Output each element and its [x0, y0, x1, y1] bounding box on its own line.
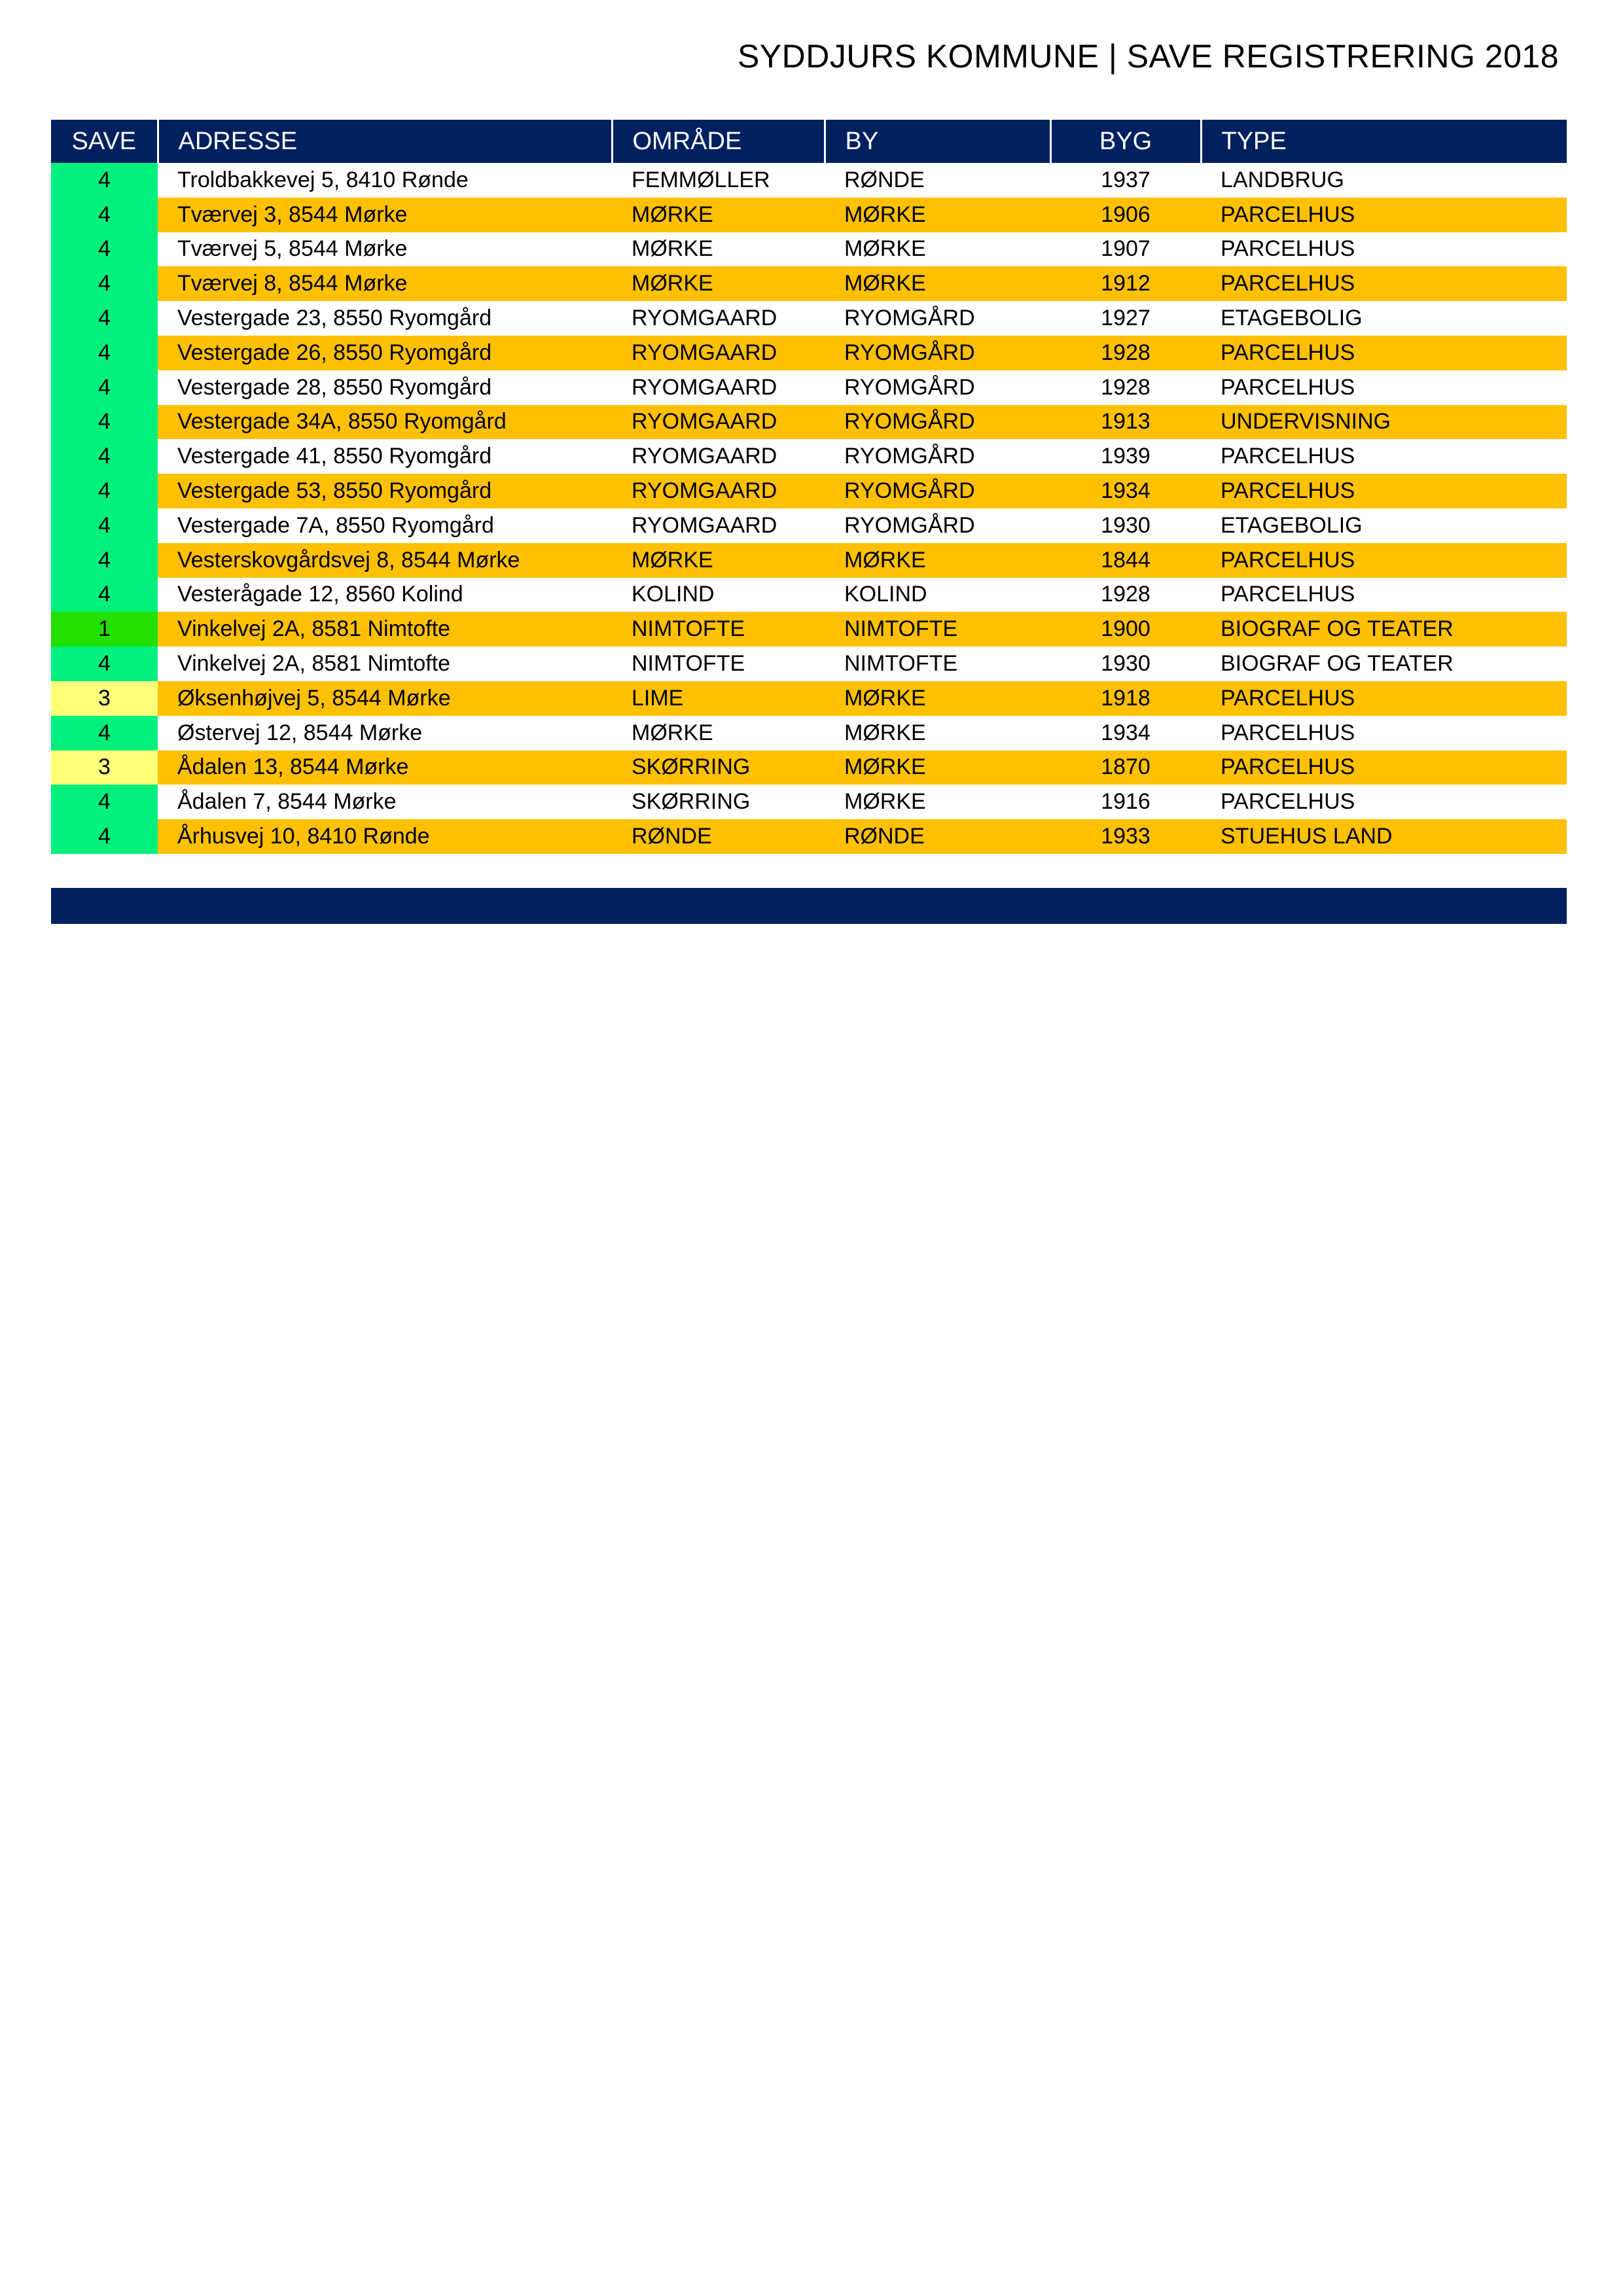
- town-cell: KOLIND: [825, 578, 1050, 612]
- column-header-adresse: ADRESSE: [158, 120, 612, 163]
- table-row: [51, 508, 1567, 543]
- table-row: [51, 474, 1567, 508]
- town-cell: MØRKE: [825, 785, 1050, 819]
- address-cell: Vestergade 23, 8550 Ryomgård: [158, 301, 612, 336]
- column-header-byg: BYG: [1050, 120, 1201, 163]
- build-year-cell: 1912: [1050, 266, 1201, 301]
- building-type-cell: LANDBRUG: [1201, 163, 1567, 198]
- table-row: [51, 266, 1567, 301]
- save-score-cell: 4: [51, 578, 158, 612]
- building-type-cell: PARCELHUS: [1201, 336, 1567, 370]
- address-cell: Østervej 12, 8544 Mørke: [158, 716, 612, 751]
- town-cell: RYOMGÅRD: [825, 474, 1050, 508]
- table-row: [51, 819, 1567, 854]
- town-cell: NIMTOFTE: [825, 612, 1050, 646]
- building-type-cell: UNDERVISNING: [1201, 405, 1567, 440]
- town-cell: RYOMGÅRD: [825, 301, 1050, 336]
- building-type-cell: ETAGEBOLIG: [1201, 508, 1567, 543]
- save-score-cell: 4: [51, 646, 158, 681]
- save-score-cell: 3: [51, 681, 158, 716]
- area-cell: FEMMØLLER: [612, 163, 825, 198]
- building-type-cell: PARCELHUS: [1201, 232, 1567, 267]
- area-cell: RØNDE: [612, 819, 825, 854]
- town-cell: MØRKE: [825, 751, 1050, 785]
- table-row: [51, 578, 1567, 612]
- table-row: [51, 439, 1567, 474]
- build-year-cell: 1934: [1050, 716, 1201, 751]
- build-year-cell: 1930: [1050, 646, 1201, 681]
- build-year-cell: 1916: [1050, 785, 1201, 819]
- building-type-cell: STUEHUS LAND: [1201, 819, 1567, 854]
- area-cell: NIMTOFTE: [612, 612, 825, 646]
- save-score-cell: 4: [51, 198, 158, 232]
- table-row: [51, 716, 1567, 751]
- table-row: [51, 646, 1567, 681]
- save-score-cell: 4: [51, 819, 158, 854]
- save-score-cell: 1: [51, 612, 158, 646]
- build-year-cell: 1937: [1050, 163, 1201, 198]
- address-cell: Vestergade 28, 8550 Ryomgård: [158, 370, 612, 405]
- address-cell: Vinkelvej 2A, 8581 Nimtofte: [158, 612, 612, 646]
- save-score-cell: 4: [51, 370, 158, 405]
- area-cell: SKØRRING: [612, 785, 825, 819]
- building-type-cell: BIOGRAF OG TEATER: [1201, 646, 1567, 681]
- build-year-cell: 1913: [1050, 405, 1201, 440]
- save-score-cell: 4: [51, 336, 158, 370]
- area-cell: NIMTOFTE: [612, 646, 825, 681]
- save-score-cell: 4: [51, 163, 158, 198]
- area-cell: MØRKE: [612, 266, 825, 301]
- address-cell: Vestergade 53, 8550 Ryomgård: [158, 474, 612, 508]
- town-cell: RYOMGÅRD: [825, 439, 1050, 474]
- building-type-cell: ETAGEBOLIG: [1201, 301, 1567, 336]
- table-row: [51, 785, 1567, 819]
- building-type-cell: PARCELHUS: [1201, 370, 1567, 405]
- address-cell: Vestergade 41, 8550 Ryomgård: [158, 439, 612, 474]
- table-row: [51, 301, 1567, 336]
- save-score-cell: 4: [51, 474, 158, 508]
- area-cell: KOLIND: [612, 578, 825, 612]
- table-row: [51, 543, 1567, 578]
- column-header-omraade: OMRÅDE: [612, 120, 825, 163]
- save-score-cell: 3: [51, 751, 158, 785]
- save-score-cell: 4: [51, 785, 158, 819]
- area-cell: RYOMGAARD: [612, 474, 825, 508]
- save-register-table: [51, 120, 1567, 854]
- town-cell: MØRKE: [825, 543, 1050, 578]
- address-cell: Århusvej 10, 8410 Rønde: [158, 819, 612, 854]
- address-cell: Tværvej 3, 8544 Mørke: [158, 198, 612, 232]
- town-cell: MØRKE: [825, 266, 1050, 301]
- town-cell: RØNDE: [825, 163, 1050, 198]
- building-type-cell: PARCELHUS: [1201, 578, 1567, 612]
- town-cell: MØRKE: [825, 681, 1050, 716]
- build-year-cell: 1870: [1050, 751, 1201, 785]
- build-year-cell: 1928: [1050, 370, 1201, 405]
- area-cell: MØRKE: [612, 716, 825, 751]
- area-cell: RYOMGAARD: [612, 439, 825, 474]
- area-cell: RYOMGAARD: [612, 370, 825, 405]
- build-year-cell: 1906: [1050, 198, 1201, 232]
- area-cell: LIME: [612, 681, 825, 716]
- town-cell: RYOMGÅRD: [825, 336, 1050, 370]
- address-cell: Øksenhøjvej 5, 8544 Mørke: [158, 681, 612, 716]
- area-cell: MØRKE: [612, 543, 825, 578]
- town-cell: RYOMGÅRD: [825, 508, 1050, 543]
- build-year-cell: 1907: [1050, 232, 1201, 267]
- address-cell: Vesterågade 12, 8560 Kolind: [158, 578, 612, 612]
- area-cell: MØRKE: [612, 198, 825, 232]
- address-cell: Troldbakkevej 5, 8410 Rønde: [158, 163, 612, 198]
- address-cell: Vinkelvej 2A, 8581 Nimtofte: [158, 646, 612, 681]
- area-cell: RYOMGAARD: [612, 508, 825, 543]
- address-cell: Vestergade 26, 8550 Ryomgård: [158, 336, 612, 370]
- town-cell: MØRKE: [825, 198, 1050, 232]
- building-type-cell: PARCELHUS: [1201, 198, 1567, 232]
- build-year-cell: 1928: [1050, 578, 1201, 612]
- header-row: [51, 120, 1567, 163]
- build-year-cell: 1939: [1050, 439, 1201, 474]
- building-type-cell: PARCELHUS: [1201, 266, 1567, 301]
- town-cell: RYOMGÅRD: [825, 370, 1050, 405]
- save-score-cell: 4: [51, 543, 158, 578]
- table-row: [51, 232, 1567, 267]
- build-year-cell: 1927: [1050, 301, 1201, 336]
- building-type-cell: PARCELHUS: [1201, 751, 1567, 785]
- table-body: [51, 163, 1567, 854]
- town-cell: RYOMGÅRD: [825, 405, 1050, 440]
- build-year-cell: 1933: [1050, 819, 1201, 854]
- footer-bar: [51, 888, 1567, 924]
- area-cell: MØRKE: [612, 232, 825, 267]
- address-cell: Vestergade 7A, 8550 Ryomgård: [158, 508, 612, 543]
- building-type-cell: PARCELHUS: [1201, 474, 1567, 508]
- save-score-cell: 4: [51, 301, 158, 336]
- column-header-by: BY: [825, 120, 1050, 163]
- save-score-cell: 4: [51, 266, 158, 301]
- table-row: [51, 163, 1567, 198]
- building-type-cell: BIOGRAF OG TEATER: [1201, 612, 1567, 646]
- address-cell: Tværvej 5, 8544 Mørke: [158, 232, 612, 267]
- table-row: [51, 336, 1567, 370]
- table-row: [51, 751, 1567, 785]
- building-type-cell: PARCELHUS: [1201, 439, 1567, 474]
- page-title: SYDDJURS KOMMUNE | SAVE REGISTRERING 2018: [737, 38, 1559, 75]
- column-header-save: SAVE: [51, 120, 158, 163]
- address-cell: Vestergade 34A, 8550 Ryomgård: [158, 405, 612, 440]
- table-row: [51, 370, 1567, 405]
- build-year-cell: 1930: [1050, 508, 1201, 543]
- table-row: [51, 681, 1567, 716]
- area-cell: RYOMGAARD: [612, 336, 825, 370]
- build-year-cell: 1928: [1050, 336, 1201, 370]
- town-cell: MØRKE: [825, 716, 1050, 751]
- save-score-cell: 4: [51, 508, 158, 543]
- address-cell: Tværvej 8, 8544 Mørke: [158, 266, 612, 301]
- building-type-cell: PARCELHUS: [1201, 716, 1567, 751]
- table-row: [51, 405, 1567, 440]
- table-header: [51, 120, 1567, 163]
- building-type-cell: PARCELHUS: [1201, 785, 1567, 819]
- address-cell: Ådalen 13, 8544 Mørke: [158, 751, 612, 785]
- save-score-cell: 4: [51, 439, 158, 474]
- save-score-cell: 4: [51, 232, 158, 267]
- town-cell: MØRKE: [825, 232, 1050, 267]
- area-cell: RYOMGAARD: [612, 405, 825, 440]
- address-cell: Vesterskovgårdsvej 8, 8544 Mørke: [158, 543, 612, 578]
- save-score-cell: 4: [51, 405, 158, 440]
- save-score-cell: 4: [51, 716, 158, 751]
- area-cell: SKØRRING: [612, 751, 825, 785]
- address-cell: Ådalen 7, 8544 Mørke: [158, 785, 612, 819]
- town-cell: RØNDE: [825, 819, 1050, 854]
- build-year-cell: 1844: [1050, 543, 1201, 578]
- table-row: [51, 198, 1567, 232]
- build-year-cell: 1900: [1050, 612, 1201, 646]
- table-row: [51, 612, 1567, 646]
- town-cell: NIMTOFTE: [825, 646, 1050, 681]
- area-cell: RYOMGAARD: [612, 301, 825, 336]
- building-type-cell: PARCELHUS: [1201, 543, 1567, 578]
- building-type-cell: PARCELHUS: [1201, 681, 1567, 716]
- build-year-cell: 1918: [1050, 681, 1201, 716]
- column-header-type: TYPE: [1201, 120, 1567, 163]
- build-year-cell: 1934: [1050, 474, 1201, 508]
